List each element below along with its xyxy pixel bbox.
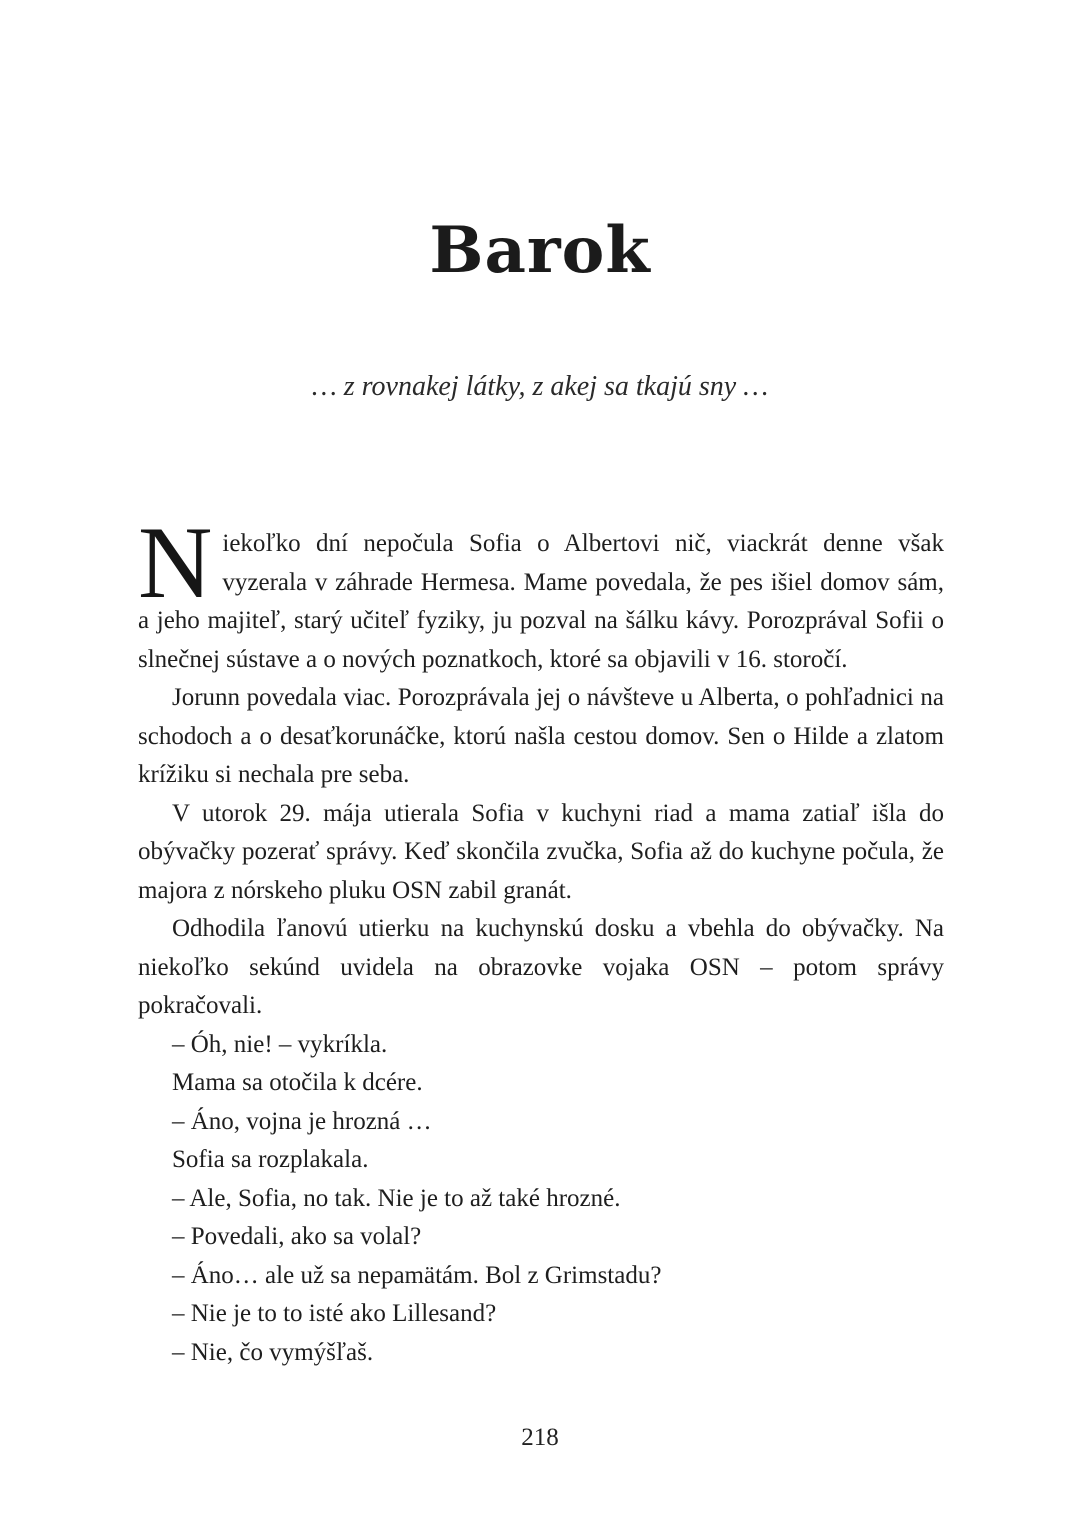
dialogue-line: – Povedali, ako sa volal? [172,1223,422,1250]
body-paragraph: V utorok 29. mája utierala Sofia v kuchyni riad a mama zatiaľ išla do obývačky pozerať správy. Keď skončila zvučka, Sofia až do kuchyne počula, že majora z nórskeho pluku OSN zabil granát. [138,799,944,904]
dialogue-line: – Ale, Sofia, no tak. Nie je to až také hrozné. [172,1184,621,1212]
chapter-body [138,506,944,1372]
chapter-epigraph: … z rovnakej látky, z akej sa tkajú sny … [311,371,769,402]
dialogue-line: – Nie je to to isté ako Lillesand? [172,1300,497,1327]
dialogue-line: Mama sa otočila k dcére. [172,1069,423,1096]
chapter-title: Barok [429,213,651,288]
opening-paragraph [138,506,944,679]
drop-cap: N [138,506,213,620]
body-paragraph: Odhodila ľanovú utierku na kuchynskú dosku a vbehla do obývačky. Na niekoľko sekúnd uvidela na obrazovke vojaka OSN – potom správy pokračovali. [138,915,944,1019]
page-number: 218 [521,1424,559,1451]
dialogue-line: Sofia sa rozplakala. [172,1146,369,1173]
body-paragraph: Jorunn povedala viac. Porozprávala jej o návšteve u Alberta, o pohľadnici na schodoch a o desaťkorunáčke, ktorú našla cestou domov. Sen o Hilde a zlatom krížiku si nechala pre seba. [138,684,944,788]
opening-paragraph-text: iekoľko dní nepočula Sofia o Albertovi nič, viackrát denne však vyzerala v záhrade Hermesa. Mame povedala, že pes išiel domov sám, a jeho majiteľ, starý učiteľ fyziky, ju pozval na šálku kávy. Porozprával Sofii o slnečnej sústave a o nových poznatkoch, ktoré sa objavili v 16. storočí. [138,530,944,673]
dialogue-line: – Óh, nie! – vykríkla. [172,1030,388,1058]
dialogue-line: – Áno… ale už sa nepamätám. Bol z Grimstadu? [172,1261,662,1289]
dialogue-line: – Nie, čo vymýšľaš. [172,1338,374,1366]
dialogue-line: – Áno, vojna je hrozná … [172,1107,432,1135]
